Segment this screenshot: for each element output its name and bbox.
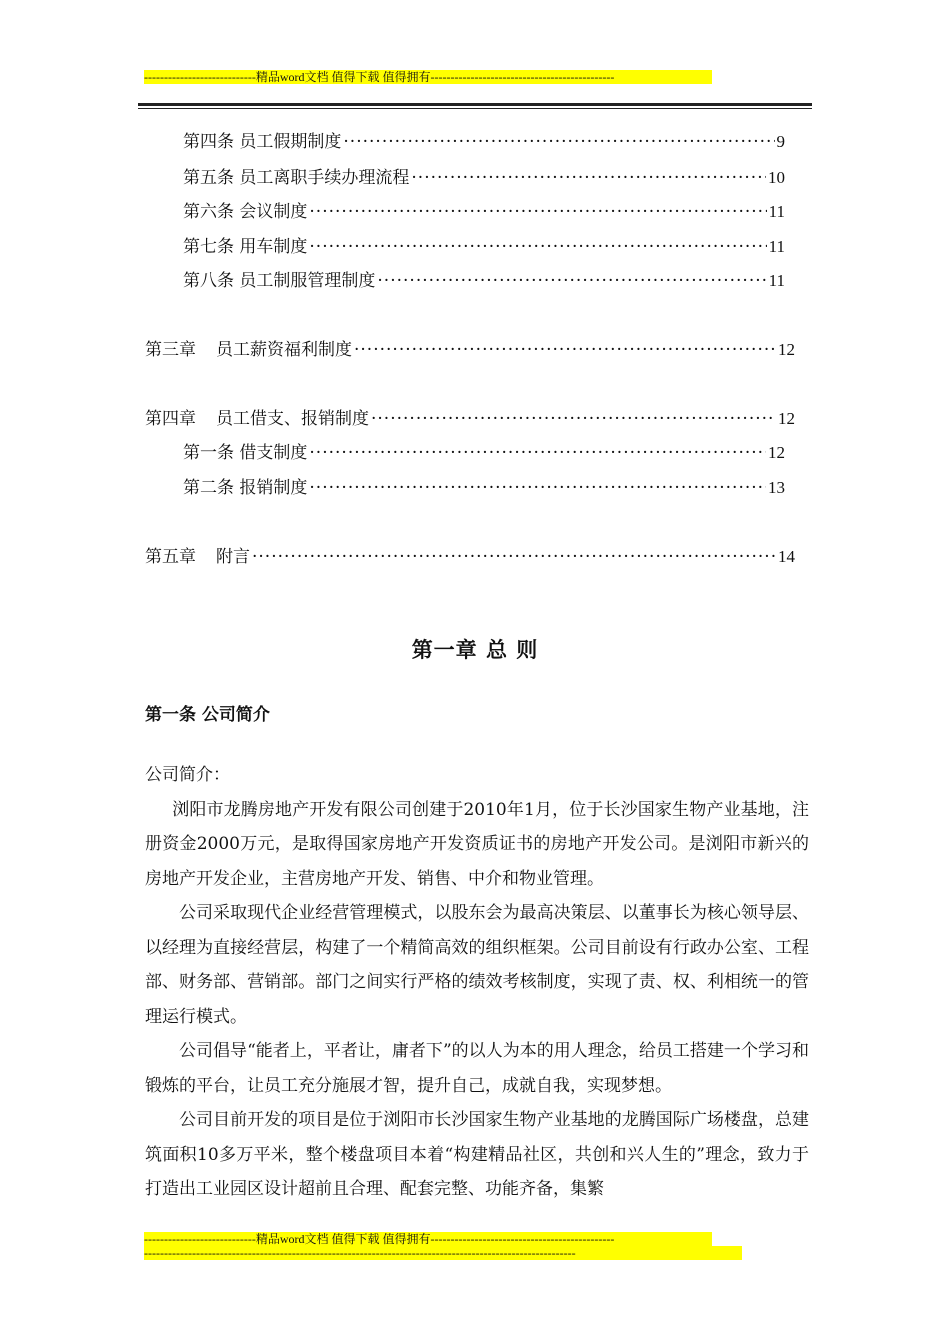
toc-leader [354,338,776,362]
paragraph: 公司采取现代企业经营管理模式，以股东会为最高决策层、以董事长为核心领导层、以经理为直接经营层，构建了一个精简高效的组织框架。公司目前设有行政办公室、工程部、财务部、营销部。部门之间实行严格的绩效考核制度，实现了责、权、利相统一的管理运行模式。 [145,903,809,1027]
toc-leader [343,130,774,154]
toc-leader [411,166,766,190]
toc-entry[interactable]: 第二条 报销制度 ····· 13 [183,476,785,500]
toc-entry[interactable]: 第一条 借支制度 ····· 12 [183,441,785,465]
footer-dashes: ------------------------------------------------------------------------------------------------------------ [144,1246,742,1260]
toc-leader [309,441,766,465]
toc-chapter-5[interactable]: 第五章 附言 ····· 14 [145,545,795,569]
header-rule-thick [138,103,812,106]
paragraph: 公司目前开发的项目是位于浏阳市长沙国家生物产业基地的龙腾国际广场楼盘，总建筑面积10多万平米，整个楼盘项目本着“构建精品社区，共创和兴人生的”理念，致力于打造出工业园区设计超前且合理、配套完整、功能齐备，集繁 [145,1110,809,1199]
toc-leader [309,235,766,259]
header-banner: ----------------------------精品word文档 值得下载 值得拥有---------------------------------------------- [144,70,712,84]
toc-chapter-3[interactable]: 第三章 员工薪资福利制度 ····· 12 [145,338,795,362]
toc-leader [309,476,766,500]
toc-leader [252,545,776,569]
paragraph: 浏阳市龙腾房地产开发有限公司创建于2010年1月，位于长沙国家生物产业基地，注册资金2000万元，是取得国家房地产开发资质证书的房地产开发公司。是浏阳市新兴的房地产开发企业，主营房地产开发、销售、中介和物业管理。 [145,799,809,889]
intro-label: 公司简介： [145,765,230,785]
chapter-title: 第一章 总 则 [411,638,539,662]
toc-leader [371,407,776,431]
toc-leader [309,200,766,224]
toc-entry[interactable]: 第八条 员工制服管理制度 ····· 11 [183,269,785,293]
toc-leader [377,269,766,293]
toc-entry[interactable]: 第四条 员工假期制度 ····· 9 [183,130,785,154]
section-title: 第一条 公司简介 [145,705,270,725]
paragraph: 公司倡导“能者上，平者让，庸者下”的以人为本的用人理念，给员工搭建一个学习和锻炼的平台，让员工充分施展才智，提升自己，成就自我，实现梦想。 [145,1041,809,1096]
toc-entry[interactable]: 第六条 会议制度 ····· 11 [183,200,785,224]
toc-entry[interactable]: 第七条 用车制度 ····· 11 [183,235,785,259]
footer-banner: ----------------------------精品word文档 值得下载 值得拥有---------------------------------------------- [144,1232,712,1246]
toc-chapter-4[interactable]: 第四章 员工借支、报销制度 ····· 12 [145,407,795,431]
body-content [145,758,809,1207]
toc-entry[interactable]: 第五条 员工离职手续办理流程 ····· 10 [183,166,785,190]
header-rule-thin [138,108,812,109]
